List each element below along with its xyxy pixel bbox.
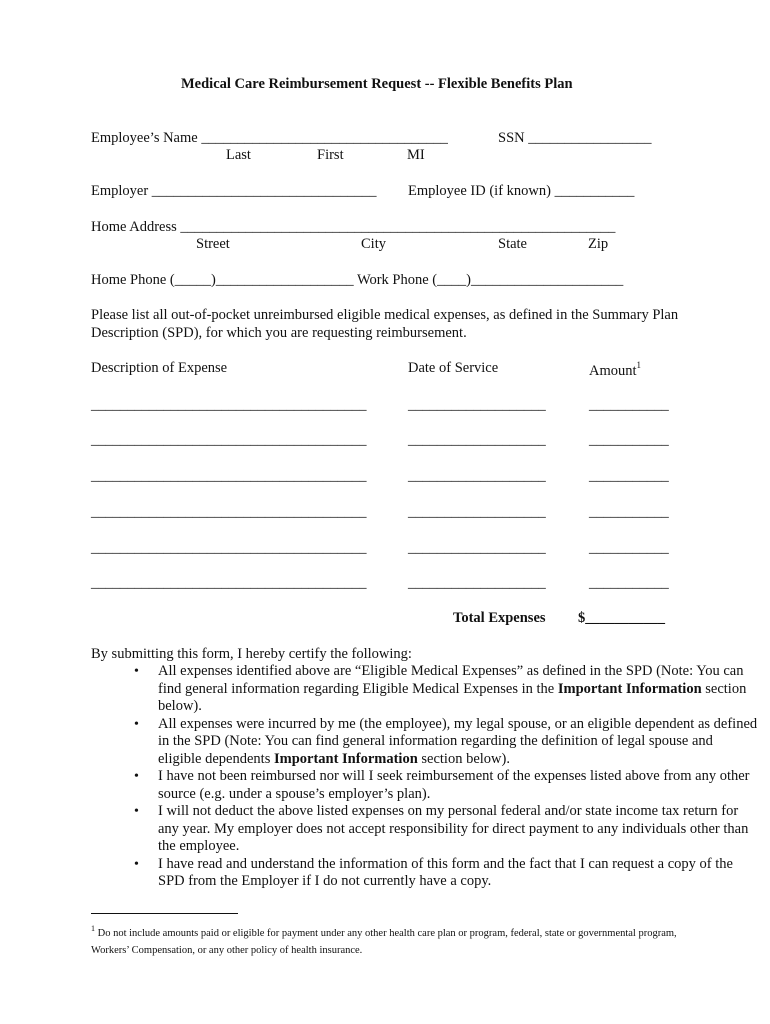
employee-id-field[interactable]: Employee ID (if known) ___________ <box>408 183 635 199</box>
name-sublabel-first: First <box>317 147 344 163</box>
name-sublabel-last: Last <box>226 147 251 163</box>
date-blank[interactable]: ___________________ <box>408 504 546 520</box>
home-address-field[interactable]: Home Address ____________________________________________________________ <box>91 219 616 235</box>
amount-blank[interactable]: ___________ <box>589 540 669 556</box>
footnote-mark: 1 <box>91 924 95 933</box>
employee-name-field[interactable]: Employee’s Name __________________________________ <box>91 130 448 146</box>
description-blank[interactable]: ______________________________________ <box>91 575 367 591</box>
amount-footnote-mark: 1 <box>636 360 642 370</box>
employer-field[interactable]: Employer _______________________________ <box>91 183 377 199</box>
date-blank[interactable]: ___________________ <box>408 575 546 591</box>
description-blank[interactable]: ______________________________________ <box>91 397 367 413</box>
description-blank[interactable]: ______________________________________ <box>91 432 367 448</box>
description-blank[interactable]: ______________________________________ <box>91 468 367 484</box>
instructions-paragraph: Please list all out-of-pocket unreimbursed eligible medical expenses, as defined in the Summary Plan Description (SPD), for which you are requesting reimbursement. <box>91 307 679 341</box>
certification-item: • All expenses identified above are “Eligible Medical Expenses” as defined in the SPD (Note: You can find general information regarding Eligible Medical Expenses in the Important Information section below). <box>158 663 758 716</box>
address-sublabel-state: State <box>498 236 527 252</box>
address-sublabel-city: City <box>361 236 386 252</box>
expense-row <box>0 504 770 524</box>
expense-row <box>0 468 770 488</box>
footnote-divider <box>91 913 238 914</box>
column-header-description: Description of Expense <box>91 360 228 376</box>
column-header-amount <box>589 360 641 380</box>
description-blank[interactable]: ______________________________________ <box>91 504 367 520</box>
amount-blank[interactable]: ___________ <box>589 468 669 484</box>
certification-item: • I have not been reimbursed nor will I seek reimbursement of the expenses listed above from any other source (e.g. under a spouse’s employer’s plan). <box>158 768 758 803</box>
total-expenses-label: Total Expenses <box>453 610 546 626</box>
total-expenses-field[interactable]: $___________ <box>578 610 665 626</box>
amount-header-label: Amount <box>589 363 637 379</box>
footnote-text: Do not include amounts paid or eligible for payment under any other health care plan or program, federal, state or governmental program, Workers’ Compensation, or any other policy of health insurance. <box>91 928 677 956</box>
expense-row <box>0 575 770 595</box>
date-blank[interactable]: ___________________ <box>408 540 546 556</box>
date-blank[interactable]: ___________________ <box>408 468 546 484</box>
ssn-field[interactable]: SSN _________________ <box>498 130 652 146</box>
column-header-date: Date of Service <box>408 360 499 376</box>
amount-blank[interactable]: ___________ <box>589 504 669 520</box>
certification-item: • I will not deduct the above listed expenses on my personal federal and/or state income tax return for any year. My employer does not accept responsibility for direct payment to any individuals other than the employee. <box>158 803 758 856</box>
address-sublabel-street: Street <box>196 236 230 252</box>
certification-intro: By submitting this form, I hereby certify the following: <box>91 646 412 662</box>
name-sublabel-mi: MI <box>407 147 425 163</box>
amount-blank[interactable]: ___________ <box>589 432 669 448</box>
description-blank[interactable]: ______________________________________ <box>91 540 367 556</box>
certification-item: • I have read and understand the information of this form and the fact that I can request a copy of the SPD from the Employer if I do not currently have a copy. <box>158 856 758 891</box>
certification-item: • All expenses were incurred by me (the employee), my legal spouse, or an eligible dependent as defined in the SPD (Note: You can find general information regarding the definition of legal spouse and eligible dependents Important Information section below). <box>158 716 758 769</box>
expense-row <box>0 540 770 560</box>
date-blank[interactable]: ___________________ <box>408 432 546 448</box>
expense-row <box>0 397 770 417</box>
phone-fields[interactable]: Home Phone (_____)___________________ Work Phone (____)_____________________ <box>91 272 624 288</box>
address-sublabel-zip: Zip <box>588 236 609 252</box>
date-blank[interactable]: ___________________ <box>408 397 546 413</box>
expense-row <box>0 432 770 452</box>
certification-list <box>91 663 758 891</box>
footnote <box>91 920 691 959</box>
form-title: Medical Care Reimbursement Request -- Flexible Benefits Plan <box>181 76 573 92</box>
amount-blank[interactable]: ___________ <box>589 397 669 413</box>
amount-blank[interactable]: ___________ <box>589 575 669 591</box>
